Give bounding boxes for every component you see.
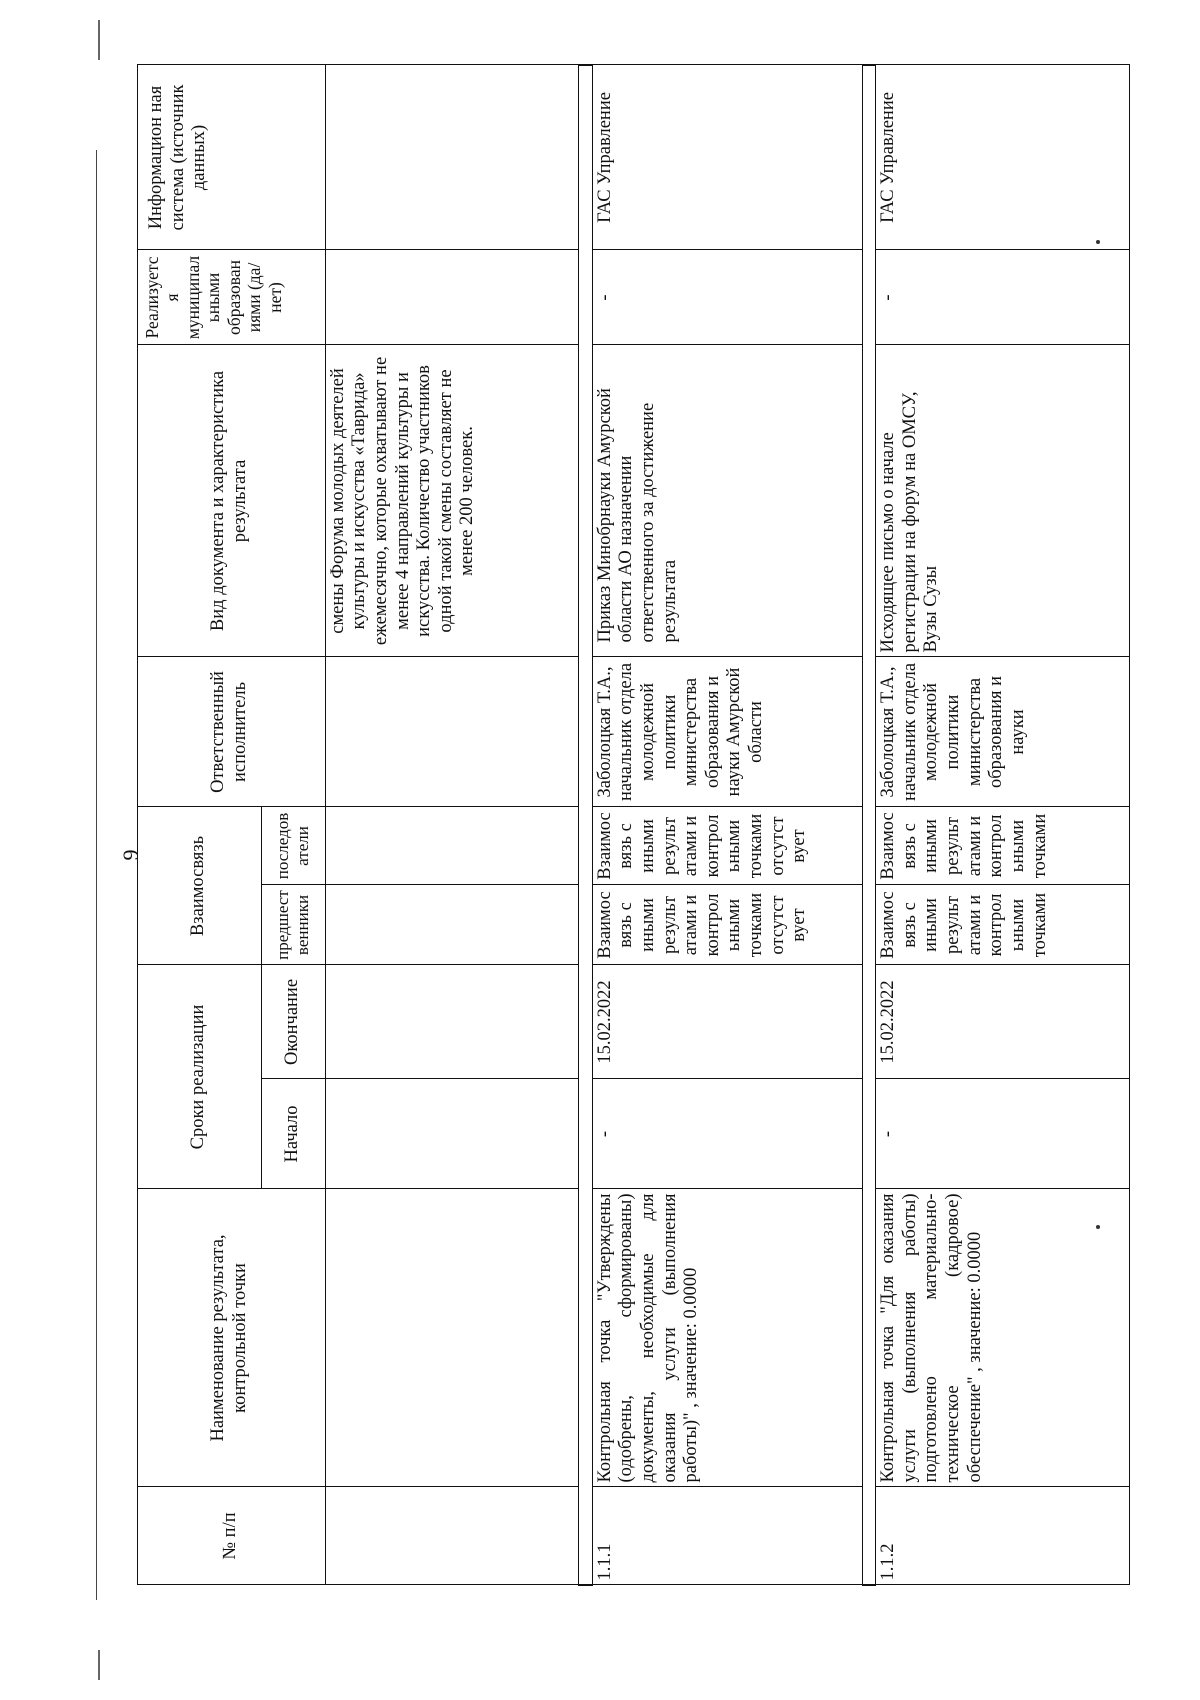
cell-empty	[325, 1079, 579, 1189]
row-number: 1.1.1	[592, 1487, 862, 1585]
cell-empty	[325, 657, 579, 807]
header-dates: Сроки реализации	[138, 965, 262, 1189]
header-municipal: Реализуетс я муниципал ьными образован иями (да/нет)	[138, 250, 326, 345]
result-name: Контрольная точка "Утверждены (одобрены, сформированы) документы, необходимые для оказания услуги (выполнения работы)" , значение: 0.0000	[592, 1189, 862, 1487]
responsible-person: Заболоцкая Т.А., начальник отдела молодежной политики министерства образования и науки	[876, 657, 1130, 807]
cell-empty	[325, 965, 579, 1079]
start-date: -	[592, 1079, 862, 1189]
continuation-row	[325, 65, 579, 1585]
start-date: -	[876, 1079, 1130, 1189]
municipal-flag: -	[592, 250, 862, 345]
successors: Взаимос вязь с иными результ атами и контрол ьными точками	[876, 807, 1130, 885]
responsible-person: Заболоцкая Т.А., начальник отдела молодежной политики министерства образования и науки Амурской области	[592, 657, 862, 807]
header-info-system: Информацион ная система (источник данных)	[138, 65, 326, 250]
continuation-document-text: смены Форума молодых деятелей культуры и искусства «Таврида» ежемесячно, которые охватывают не менее 4 направлений культуры и искусства. Количество участников одной такой смены составляет не менее 200 человек.	[325, 345, 579, 657]
predecessors: Взаимос вязь с иными результ атами и контрол ьными точками	[876, 885, 1130, 965]
info-system: ГАС Управление	[876, 65, 1130, 250]
end-date: 15.02.2022	[876, 965, 1130, 1079]
row-number: 1.1.2	[876, 1487, 1130, 1585]
header-document: Вид документа и характеристика результата	[138, 345, 326, 657]
document-type: Приказ Минобрнауки Амурской области АО назначении ответственного за достижение результата	[592, 345, 862, 657]
end-date: 15.02.2022	[592, 965, 862, 1079]
rotated-table-region	[137, 66, 1130, 1586]
municipal-flag: -	[876, 250, 1130, 345]
header-num: № п/п	[138, 1487, 326, 1585]
predecessors: Взаимос вязь с иными результ атами и контрол ьными точками отсутст вует	[592, 885, 862, 965]
header-end: Окончание	[261, 965, 325, 1079]
result-name: Контрольная точка "Для оказания услуги (выполнения работы) подготовлено материально-техническое (кадровое) обеспечение" , значение: 0.0000	[876, 1189, 1130, 1487]
cell-empty	[325, 1189, 579, 1487]
document-type: Исходящее письмо о начале регистрации на форум на ОМСУ, Вузы Сузы	[876, 345, 1130, 657]
row-separator	[862, 65, 875, 1585]
header-responsible: Ответственный исполнитель	[138, 657, 326, 807]
table-row	[876, 65, 1130, 1585]
header-start: Начало	[261, 1079, 325, 1189]
plan-table	[137, 64, 1130, 1586]
header-row	[138, 65, 262, 1585]
cell-empty	[325, 885, 579, 965]
header-successors: последов атели	[261, 807, 325, 885]
successors: Взаимос вязь с иными результ атами и контрол ьными точками отсутст вует	[592, 807, 862, 885]
info-system: ГАС Управление	[592, 65, 862, 250]
scan-mark	[98, 20, 100, 60]
row-separator	[579, 65, 592, 1585]
cell-empty	[325, 807, 579, 885]
scan-edge-line	[96, 150, 97, 1600]
cell-empty	[325, 1487, 579, 1585]
header-name: Наименование результата, контрольной точки	[138, 1189, 326, 1487]
cell-empty	[325, 250, 579, 345]
table-row	[592, 65, 862, 1585]
cell-empty	[325, 65, 579, 250]
header-predecessors: предшест венники	[261, 885, 325, 965]
page-number: 9	[118, 849, 143, 861]
header-relation: Взаимосвязь	[138, 807, 262, 965]
scan-mark	[98, 1650, 100, 1680]
